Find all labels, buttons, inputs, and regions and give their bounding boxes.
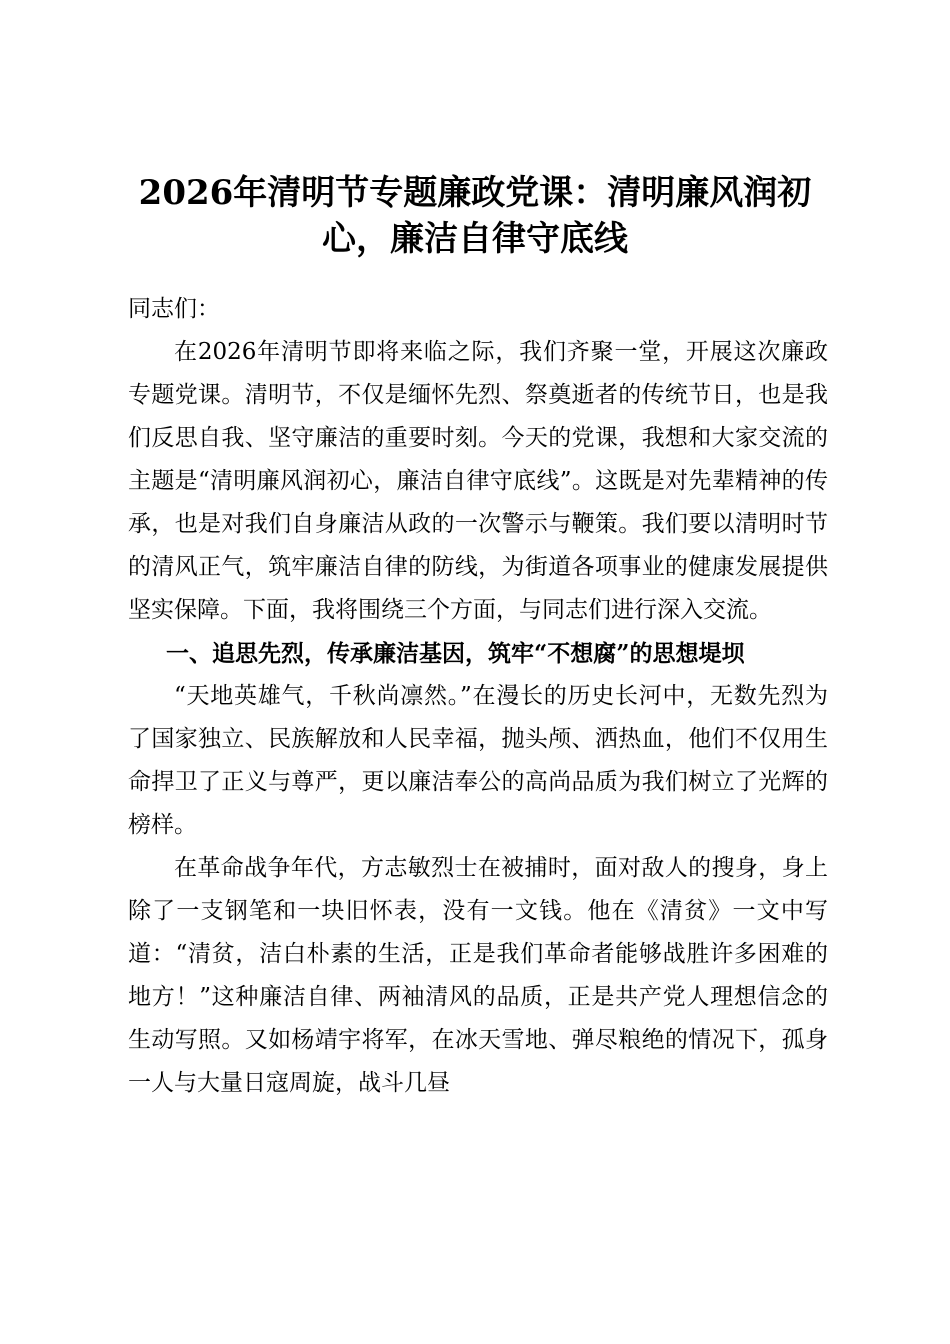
- body-paragraph: “天地英雄气，千秋尚凛然。”在漫长的历史长河中，无数先烈为了国家独立、民族解放和人民幸福，抛头颅、洒热血，他们不仅用生命捍卫了正义与尊严，更以廉洁奉公的高尚品质为我们树立了光辉的榜样。: [128, 683, 828, 838]
- document-body: [128, 288, 828, 1105]
- intro-paragraph: 在2026年清明节即将来临之际，我们齐聚一堂，开展这次廉政专题党课。清明节，不仅是缅怀先烈、祭奠逝者的传统节日，也是我们反思自我、坚守廉洁的重要时刻。今天的党课，我想和大家交流的主题是“清明廉风润初心，廉洁自律守底线”。这既是对先辈精神的传承，也是对我们自身廉洁从政的一次警示与鞭策。我们要以清明时节的清风正气，筑牢廉洁自律的防线，为街道各项事业的健康发展提供坚实保障。下面，我将围绕三个方面，与同志们进行深入交流。: [128, 339, 828, 623]
- document-title: 2026年清明节专题廉政党课：清明廉风润初心，廉洁自律守底线: [138, 173, 812, 259]
- body-paragraph: 在革命战争年代，方志敏烈士在被捕时，面对敌人的搜身，身上除了一支钢笔和一块旧怀表，没有一文钱。他在《清贫》一文中写道：“清贫，洁白朴素的生活，正是我们革命者能够战胜许多困难的地方！”这种廉洁自律、两袖清风的品质，正是共产党人理想信念的生动写照。又如杨靖宇将军，在冰天雪地、弹尽粮绝的情况下，孤身一人与大量日寇周旋，战斗几昼: [128, 855, 828, 1096]
- salutation: 同志们：: [128, 296, 220, 322]
- section-heading: 一、追思先烈，传承廉洁基因，筑牢“不想腐”的思想堤坝: [166, 640, 745, 667]
